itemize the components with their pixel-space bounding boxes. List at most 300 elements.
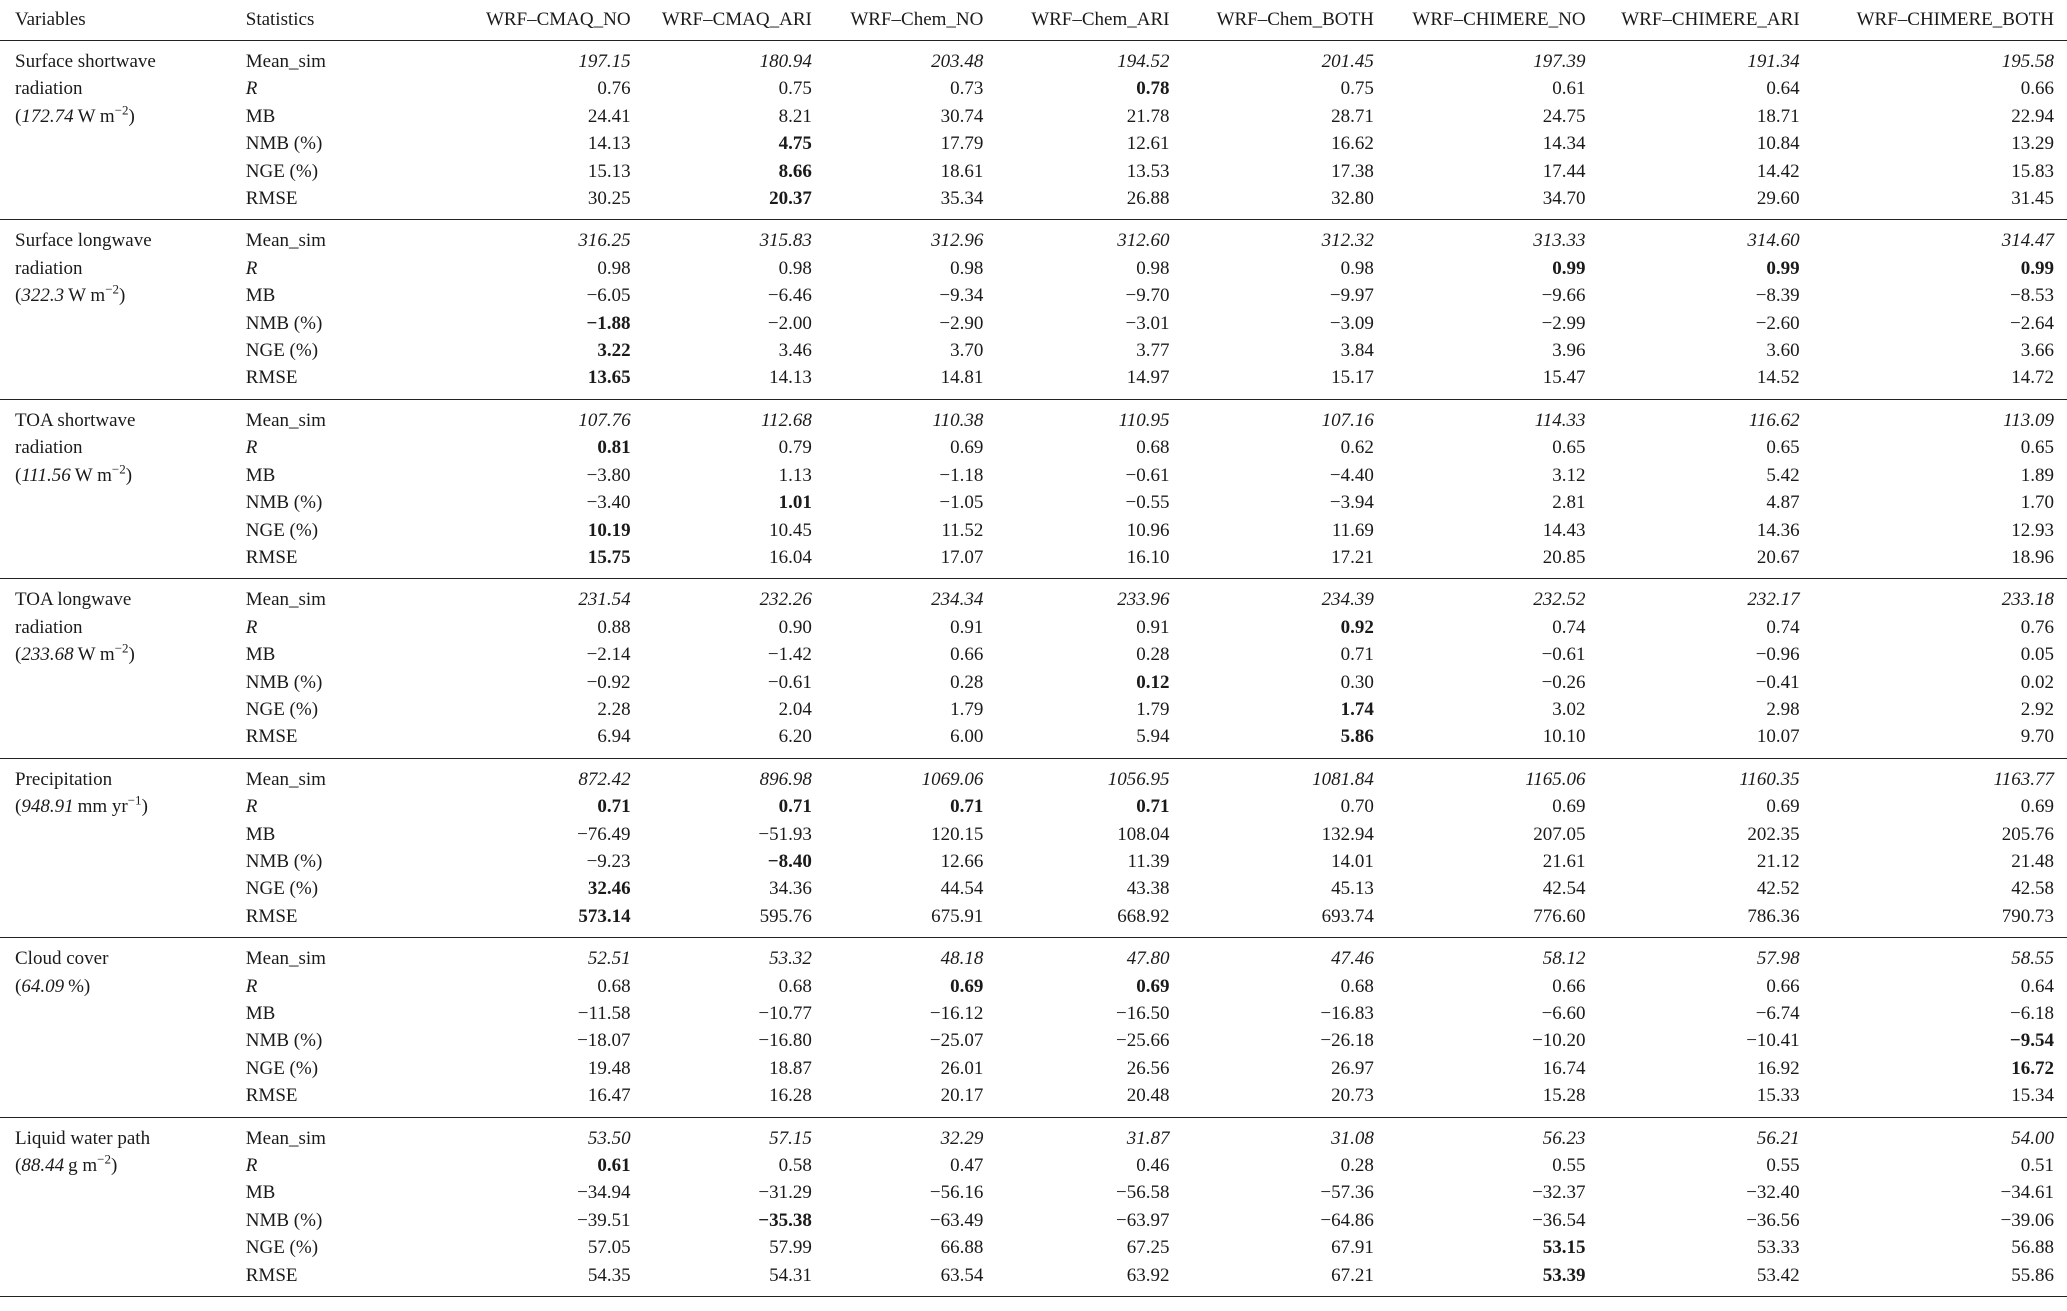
value-cell: 31.87: [1126, 1127, 1170, 1149]
value-cell: 47.80: [1126, 948, 1170, 970]
variable-group: [0, 579, 2067, 758]
value-cell: 4.87: [1766, 492, 1800, 514]
value-cell: 14.97: [1126, 367, 1170, 389]
value-cell: 0.75: [778, 78, 812, 100]
value-cell: 0.69: [2020, 796, 2054, 818]
value-cell: 108.04: [1117, 823, 1170, 845]
statistic-label: R: [245, 1155, 258, 1177]
value-cell: −36.56: [1746, 1209, 1800, 1231]
header-wrf-cmaq-ari: WRF–CMAQ_ARI: [644, 0, 825, 41]
observed-value: (948.91 mm $yr^{-1}$): [15, 792, 148, 818]
value-cell: −2.64: [2010, 312, 2054, 334]
value-cell: −2.00: [767, 312, 812, 334]
value-cell: 14.81: [940, 367, 984, 389]
value-cell: 1.74: [1340, 698, 1374, 720]
value-cell: 20.85: [1542, 546, 1586, 568]
value-cell: 668.92: [1117, 905, 1170, 927]
observed-value: (111.56 W $m^{-2}$): [15, 461, 133, 486]
value-cell: −0.55: [1125, 492, 1170, 514]
value-cell: 0.65: [1552, 437, 1586, 459]
value-cell: 233.18: [2001, 589, 2054, 611]
value-cell: 9.70: [2020, 726, 2054, 748]
header-statistics: Statistics: [246, 0, 388, 41]
value-cell: −32.37: [1532, 1182, 1586, 1204]
value-cell: 116.62: [1748, 409, 1800, 431]
statistic-label: NMB (%): [245, 671, 323, 693]
value-cell: 110.38: [932, 409, 984, 431]
unit-exponent: −2: [114, 102, 129, 118]
value-cell: −16.12: [929, 1003, 984, 1024]
value-cell: 195.58: [2001, 51, 2054, 72]
statistic-label: NGE (%): [245, 519, 319, 541]
value-cell: 6.20: [778, 726, 812, 748]
value-cell: 53.50: [587, 1127, 631, 1149]
statistic-label: Mean_sim: [245, 230, 326, 252]
value-cell: 2.04: [778, 698, 812, 720]
variable-cell: [0, 758, 246, 937]
value-cell: 0.28: [950, 671, 984, 693]
statistic-label: Mean_sim: [245, 51, 326, 72]
observed-number: 172.74: [21, 105, 74, 127]
value-cell: 3.96: [1552, 340, 1586, 362]
value-cell: 0.76: [597, 78, 631, 100]
variable-cell: [0, 579, 246, 758]
value-cell: 0.69: [1552, 796, 1586, 818]
statistic-label: MB: [245, 644, 276, 666]
value-cell: 0.69: [1136, 975, 1170, 997]
statistic-label: Mean_sim: [245, 948, 326, 970]
value-cell: 30.74: [940, 105, 984, 127]
value-cell: 34.36: [769, 878, 812, 900]
value-cell: 3.66: [2020, 340, 2054, 362]
value-cell: 15.17: [1331, 367, 1374, 389]
value-cell: −64.86: [1320, 1209, 1374, 1231]
statistic-label: Mean_sim: [245, 768, 326, 790]
value-cell: 15.33: [1756, 1085, 1800, 1107]
observed-unit: W m: [74, 464, 112, 486]
value-cell: −9.54: [2009, 1030, 2054, 1052]
statistic-label: Mean_sim: [245, 1127, 326, 1149]
variable-group: [0, 41, 2067, 220]
table-row: [0, 821, 2067, 848]
value-cell: 0.71: [1136, 796, 1170, 818]
value-cell: 56.21: [1756, 1127, 1800, 1149]
value-cell: 0.05: [2020, 644, 2054, 666]
value-cell: 6.94: [597, 726, 631, 748]
value-cell: −6.74: [1755, 1003, 1800, 1024]
value-cell: 53.15: [1542, 1237, 1586, 1259]
value-cell: 26.01: [940, 1057, 984, 1079]
value-cell: 53.33: [1756, 1237, 1800, 1259]
statistic-label: NMB (%): [245, 492, 323, 514]
value-cell: −8.40: [767, 850, 812, 872]
unit-exponent: −1: [127, 792, 142, 808]
value-cell: 113.09: [2003, 409, 2054, 431]
statistic-label: NMB (%): [245, 850, 323, 872]
table-row: [0, 614, 2067, 641]
value-cell: 0.66: [2020, 78, 2054, 100]
value-cell: 0.71: [1340, 644, 1374, 666]
value-cell: 10.10: [1542, 726, 1586, 748]
value-cell: 107.16: [1321, 409, 1374, 431]
value-cell: 48.18: [940, 948, 984, 970]
value-cell: 786.36: [1747, 905, 1800, 927]
table-row: [0, 723, 2067, 758]
value-cell: 2.92: [2020, 698, 2054, 720]
table-row: [0, 364, 2067, 399]
value-cell: 4.75: [778, 133, 812, 155]
observed-value: (322.3 W $m^{-2}$): [15, 281, 126, 307]
value-cell: 232.26: [759, 589, 812, 611]
value-cell: 0.66: [1552, 975, 1586, 997]
value-cell: −56.58: [1116, 1182, 1170, 1204]
table-row: [0, 579, 2067, 614]
variable-name: TOA shortwave: [15, 409, 136, 431]
statistic-label: MB: [245, 823, 276, 845]
observed-unit: W m: [68, 285, 106, 307]
table-row: [0, 848, 2067, 875]
value-cell: 0.62: [1340, 437, 1374, 459]
value-cell: 13.65: [587, 367, 631, 389]
value-cell: 42.52: [1756, 878, 1800, 900]
variable-name: TOA longwave: [15, 589, 132, 611]
statistic-label: RMSE: [245, 1264, 298, 1286]
variable-group: [0, 1117, 2067, 1296]
value-cell: 790.73: [2001, 905, 2054, 927]
value-cell: 16.10: [1126, 546, 1170, 568]
value-cell: 53.42: [1756, 1264, 1800, 1286]
value-cell: −2.90: [939, 312, 984, 334]
value-cell: 0.73: [950, 78, 984, 100]
value-cell: 17.44: [1542, 160, 1586, 182]
value-cell: 0.47: [950, 1155, 984, 1177]
value-cell: −51.93: [758, 823, 812, 845]
value-cell: 15.34: [2011, 1085, 2054, 1107]
variable-group: [0, 758, 2067, 937]
table-row: [0, 1000, 2067, 1027]
variable-cell: [0, 938, 246, 1117]
value-cell: 2.98: [1766, 698, 1800, 720]
value-cell: 0.98: [597, 257, 631, 279]
value-cell: −76.49: [577, 823, 631, 845]
value-cell: 20.48: [1126, 1085, 1170, 1107]
value-cell: 32.46: [587, 878, 631, 900]
table-row: [0, 282, 2067, 309]
statistic-label: NGE (%): [245, 160, 319, 182]
observed-close: ): [83, 975, 91, 997]
value-cell: 16.92: [1756, 1057, 1800, 1079]
header-wrf-chem-no: WRF–Chem_NO: [825, 0, 997, 41]
value-cell: 32.29: [940, 1127, 984, 1149]
table-row: [0, 903, 2067, 938]
value-cell: 0.65: [2020, 437, 2054, 459]
value-cell: 675.91: [931, 905, 984, 927]
value-cell: −3.94: [1329, 492, 1374, 514]
statistic-label: MB: [245, 105, 276, 127]
value-cell: 0.66: [950, 644, 984, 666]
value-cell: −56.16: [929, 1182, 984, 1204]
value-cell: 0.99: [1552, 257, 1586, 279]
value-cell: 30.25: [587, 188, 631, 210]
value-cell: 2.28: [597, 698, 631, 720]
value-cell: 1056.95: [1107, 768, 1170, 790]
value-cell: −6.18: [2010, 1003, 2054, 1024]
variable-cell: [0, 1117, 246, 1296]
value-cell: −9.70: [1125, 285, 1170, 307]
value-cell: 35.34: [940, 188, 984, 210]
value-cell: 53.32: [769, 948, 812, 970]
value-cell: −25.07: [929, 1030, 984, 1052]
value-cell: 32.80: [1331, 188, 1374, 210]
value-cell: 0.02: [2020, 671, 2054, 693]
table-row: [0, 75, 2067, 102]
value-cell: 0.75: [1340, 78, 1374, 100]
value-cell: 14.72: [2011, 367, 2054, 389]
value-cell: −6.05: [586, 285, 631, 307]
value-cell: 197.15: [578, 51, 631, 72]
value-cell: −0.61: [1541, 644, 1586, 666]
value-cell: −16.83: [1320, 1003, 1374, 1024]
value-cell: 3.46: [778, 340, 812, 362]
value-cell: 5.42: [1766, 464, 1800, 486]
value-cell: 180.94: [759, 51, 812, 72]
table-row: [0, 103, 2067, 130]
value-cell: −1.18: [939, 464, 984, 486]
value-cell: 14.13: [587, 133, 631, 155]
value-cell: 44.54: [940, 878, 984, 900]
value-cell: 232.52: [1533, 589, 1586, 611]
value-cell: −3.09: [1329, 312, 1374, 334]
value-cell: 31.45: [2011, 188, 2054, 210]
value-cell: −34.61: [2000, 1182, 2054, 1204]
value-cell: 15.13: [587, 160, 631, 182]
table-row: [0, 1179, 2067, 1206]
statistic-label: NMB (%): [245, 1030, 323, 1052]
value-cell: 15.83: [2011, 160, 2054, 182]
value-cell: −10.77: [758, 1003, 812, 1024]
value-cell: 0.98: [778, 257, 812, 279]
value-cell: 0.69: [1766, 796, 1800, 818]
table-row: [0, 1117, 2067, 1152]
table-row: [0, 641, 2067, 668]
value-cell: −39.06: [2000, 1209, 2054, 1231]
table-row: [0, 973, 2067, 1000]
value-cell: 54.00: [2011, 1127, 2054, 1149]
variable-cell: [0, 41, 246, 220]
value-cell: 66.88: [940, 1237, 984, 1259]
table-row: [0, 1152, 2067, 1179]
value-cell: −9.66: [1541, 285, 1586, 307]
value-cell: −16.50: [1116, 1003, 1170, 1024]
value-cell: 67.21: [1331, 1264, 1374, 1286]
table-row: [0, 1082, 2067, 1117]
value-cell: 22.94: [2011, 105, 2054, 127]
value-cell: −6.46: [767, 285, 812, 307]
value-cell: 110.95: [1118, 409, 1170, 431]
value-cell: −1.42: [767, 644, 812, 666]
value-cell: 0.98: [1136, 257, 1170, 279]
table-row: [0, 310, 2067, 337]
table-row: [0, 793, 2067, 820]
value-cell: 573.14: [578, 905, 631, 927]
value-cell: 1163.77: [1993, 768, 2054, 790]
value-cell: 14.34: [1542, 133, 1586, 155]
value-cell: −18.07: [577, 1030, 631, 1052]
value-cell: 595.76: [759, 905, 812, 927]
value-cell: 8.66: [778, 160, 812, 182]
statistic-label: R: [245, 796, 258, 818]
value-cell: −2.14: [586, 644, 631, 666]
observed-close: ): [141, 796, 148, 818]
value-cell: 0.74: [1766, 616, 1800, 638]
value-cell: 0.71: [950, 796, 984, 818]
value-cell: 0.88: [597, 616, 631, 638]
header-wrf-chimere-no: WRF–CHIMERE_NO: [1387, 0, 1599, 41]
table-row: [0, 1234, 2067, 1261]
variable-name: Surface longwave: [15, 230, 152, 252]
observed-close: ): [128, 105, 135, 127]
value-cell: 29.60: [1756, 188, 1800, 210]
value-cell: 1.01: [778, 492, 812, 514]
value-cell: 0.91: [1136, 616, 1170, 638]
observed-close: ): [119, 285, 126, 307]
value-cell: 21.12: [1756, 850, 1800, 872]
value-cell: 0.99: [1766, 257, 1800, 279]
value-cell: 11.39: [1127, 850, 1170, 872]
value-cell: 0.98: [950, 257, 984, 279]
statistic-label: R: [245, 437, 258, 459]
table-row: [0, 434, 2067, 461]
table-row: [0, 185, 2067, 220]
value-cell: 14.36: [1756, 519, 1800, 541]
value-cell: −34.94: [577, 1182, 631, 1204]
value-cell: 0.55: [1552, 1155, 1586, 1177]
table-row: [0, 337, 2067, 364]
value-cell: 132.94: [1321, 823, 1374, 845]
observed-unit: %: [68, 975, 84, 997]
table-row: [0, 938, 2067, 973]
value-cell: 57.05: [587, 1237, 631, 1259]
value-cell: 0.92: [1340, 616, 1374, 638]
observed-value: (233.68 W $m^{-2}$): [15, 640, 135, 666]
value-cell: 13.29: [2011, 133, 2054, 155]
value-cell: 12.93: [2011, 519, 2054, 541]
table-row: [0, 158, 2067, 185]
value-cell: −63.49: [929, 1209, 984, 1231]
value-cell: 17.38: [1331, 160, 1374, 182]
variable-name: Cloud cover: [15, 948, 109, 970]
value-cell: 42.54: [1542, 878, 1586, 900]
statistic-label: MB: [245, 285, 276, 307]
value-cell: 13.53: [1126, 160, 1170, 182]
table-row: [0, 130, 2067, 157]
value-cell: −2.60: [1755, 312, 1800, 334]
value-cell: 0.79: [778, 437, 812, 459]
value-cell: 2.81: [1552, 492, 1586, 514]
value-cell: 21.61: [1542, 850, 1586, 872]
value-cell: −35.38: [758, 1209, 812, 1231]
statistic-label: RMSE: [245, 188, 298, 210]
value-cell: −8.39: [1755, 285, 1800, 307]
value-cell: 0.68: [1136, 437, 1170, 459]
statistic-label: R: [245, 616, 258, 638]
value-cell: −63.97: [1116, 1209, 1170, 1231]
value-cell: 0.69: [950, 437, 984, 459]
statistic-label: R: [245, 975, 258, 997]
value-cell: −8.53: [2010, 285, 2054, 307]
value-cell: 0.78: [1136, 78, 1170, 100]
observed-number: 233.68: [21, 644, 74, 666]
value-cell: 10.96: [1126, 519, 1170, 541]
variable-name: Liquid water path: [15, 1127, 151, 1149]
value-cell: 1160.35: [1739, 768, 1800, 790]
value-cell: 17.07: [940, 546, 984, 568]
value-cell: 191.34: [1747, 51, 1800, 72]
value-cell: 0.71: [597, 796, 631, 818]
value-cell: 5.94: [1136, 726, 1170, 748]
value-cell: 0.66: [1766, 975, 1800, 997]
value-cell: 15.47: [1542, 367, 1586, 389]
variable-name: radiation: [15, 257, 83, 279]
value-cell: −2.99: [1541, 312, 1586, 334]
value-cell: 58.55: [2011, 948, 2054, 970]
value-cell: −9.34: [939, 285, 984, 307]
value-cell: 6.00: [950, 726, 984, 748]
value-cell: 15.75: [587, 546, 631, 568]
statistic-label: R: [245, 78, 258, 100]
observed-number: 111.56: [21, 464, 71, 486]
value-cell: 57.99: [769, 1237, 812, 1259]
value-cell: 26.56: [1126, 1057, 1170, 1079]
value-cell: −39.51: [577, 1209, 631, 1231]
value-cell: 14.42: [1756, 160, 1800, 182]
header-wrf-cmaq-no: WRF–CMAQ_NO: [388, 0, 643, 41]
statistic-label: RMSE: [245, 546, 298, 568]
value-cell: −10.20: [1532, 1030, 1586, 1052]
value-cell: 14.01: [1331, 850, 1374, 872]
observed-unit: mm yr: [77, 796, 128, 818]
value-cell: 0.68: [1340, 975, 1374, 997]
statistic-label: NMB (%): [245, 1209, 323, 1231]
header-row: [0, 0, 2067, 41]
value-cell: 3.12: [1552, 464, 1586, 486]
value-cell: 21.78: [1126, 105, 1170, 127]
statistic-label: NGE (%): [245, 1057, 319, 1079]
table-row: [0, 1027, 2067, 1054]
table-row: [0, 41, 2067, 76]
statistic-label: NGE (%): [245, 878, 319, 900]
value-cell: −6.60: [1541, 1003, 1586, 1024]
value-cell: 0.46: [1136, 1155, 1170, 1177]
value-cell: 0.91: [950, 616, 984, 638]
value-cell: 18.61: [940, 160, 984, 182]
value-cell: 114.33: [1534, 409, 1586, 431]
value-cell: −25.66: [1116, 1030, 1170, 1052]
value-cell: 31.08: [1331, 1127, 1374, 1149]
value-cell: 26.88: [1126, 188, 1170, 210]
value-cell: 12.61: [1126, 133, 1170, 155]
value-cell: 0.58: [778, 1155, 812, 1177]
statistic-label: Mean_sim: [245, 589, 326, 611]
variable-name: radiation: [15, 78, 83, 100]
table-row: [0, 1207, 2067, 1234]
value-cell: −0.92: [586, 671, 631, 693]
value-cell: 0.51: [2020, 1155, 2054, 1177]
value-cell: 14.13: [769, 367, 812, 389]
observed-close: ): [128, 644, 135, 666]
value-cell: 54.35: [587, 1264, 631, 1286]
value-cell: −36.54: [1532, 1209, 1586, 1231]
